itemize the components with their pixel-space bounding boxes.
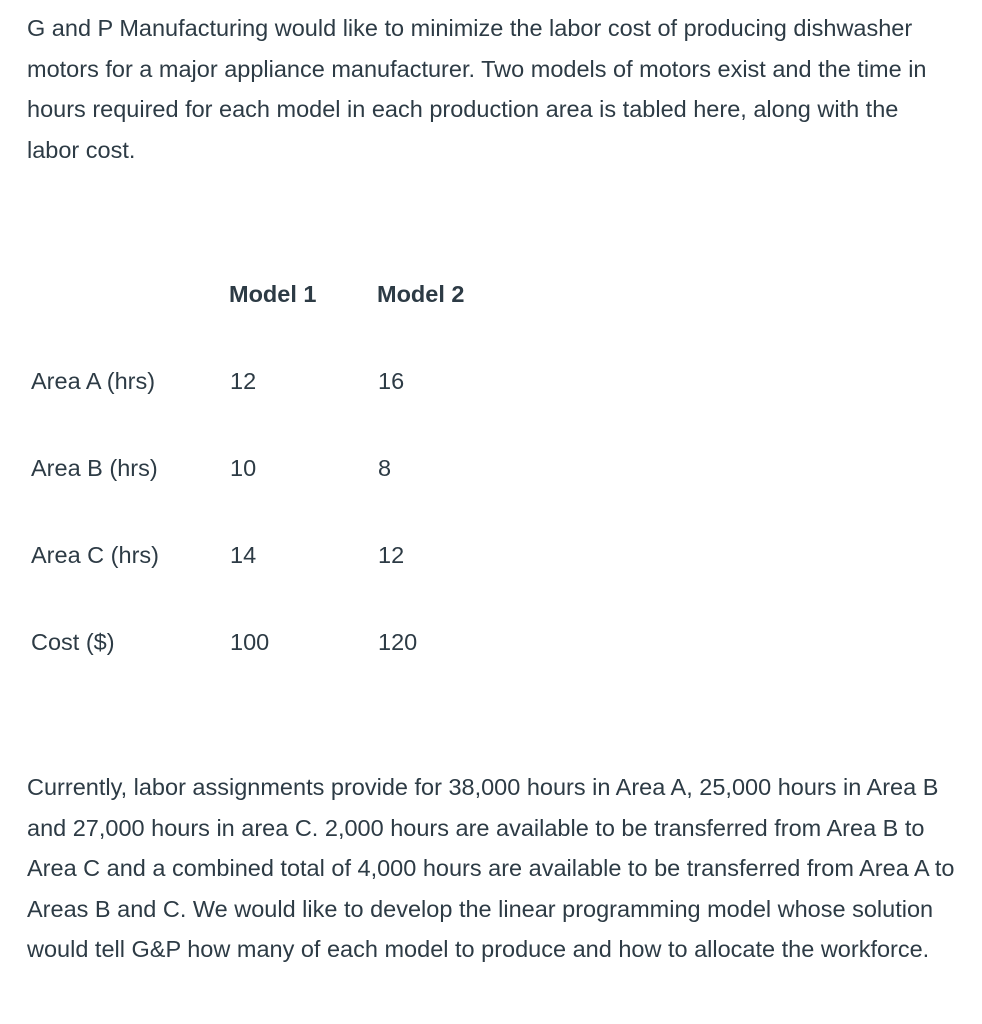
row-label-area-b: Area B (hrs)	[31, 455, 158, 481]
cell-area-b-model-2: 8	[378, 455, 392, 481]
header-model-1: Model 1	[229, 281, 317, 307]
cell-area-c-model-2: 12	[378, 542, 405, 568]
cell-cost-model-2: 120	[378, 629, 418, 655]
problem-intro: G and P Manufacturing would like to minimize the labor cost of producing dishwasher motors for a major appliance manufacturer. Two models of motors exist and the time in hours required for each model in each production area is tabled here, along with the labor cost.	[27, 15, 927, 163]
row-label-area-a: Area A (hrs)	[31, 368, 156, 394]
cell-cost-model-1: 100	[230, 629, 270, 655]
cell-area-c-model-1: 14	[230, 542, 257, 568]
header-model-2: Model 2	[377, 281, 465, 307]
cell-area-a-model-2: 16	[378, 368, 405, 394]
problem-constraints-text: Currently, labor assignments provide for 38,000 hours in Area A, 25,000 hours in Area B and 27,000 hours in area C. 2,000 hours are available to be transferred from Area B to Area C and a combined total of 4,000 hours are available to be transferred from Area A to Areas B and C. We would like to develop the linear programming model whose solution would tell G&P how many of each model to produce and how to allocate the workforce.	[27, 774, 955, 962]
cell-area-a-model-1: 12	[230, 368, 257, 394]
row-label-cost: Cost ($)	[31, 629, 115, 655]
cell-area-b-model-1: 10	[230, 455, 257, 481]
row-label-area-c: Area C (hrs)	[31, 542, 159, 568]
